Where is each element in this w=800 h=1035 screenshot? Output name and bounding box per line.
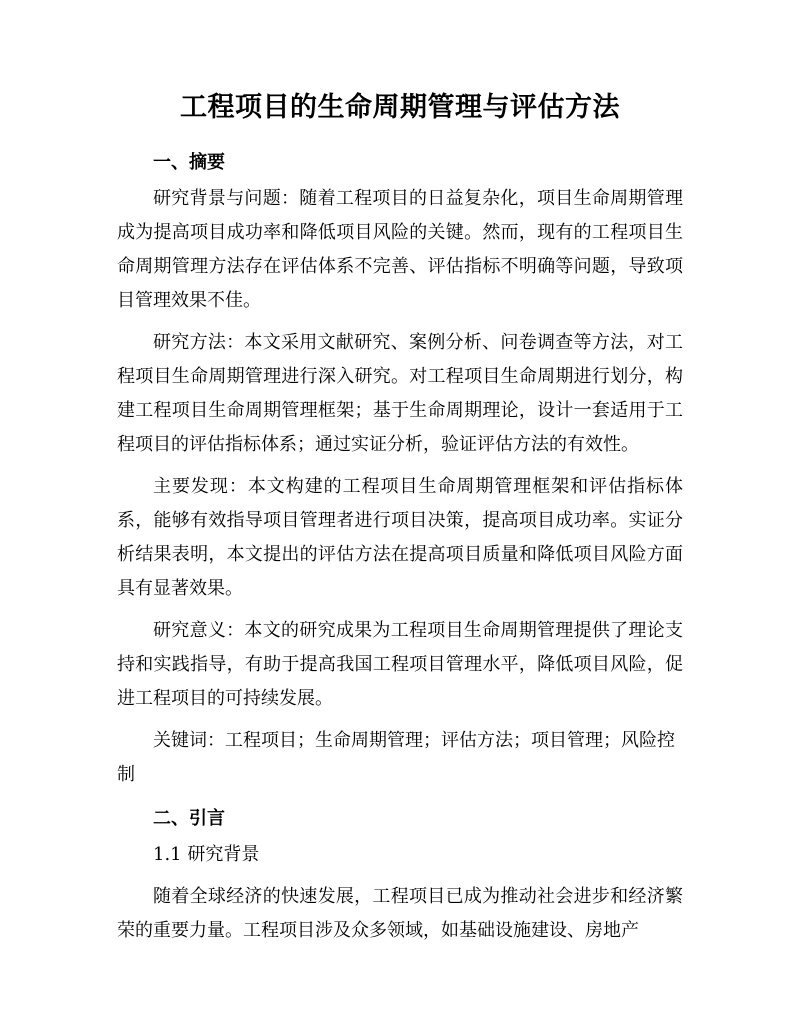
document-body — [117, 144, 683, 956]
introduction-paragraph: 随着全球经济的快速发展，工程项目已成为推动社会进步和经济繁荣的重要力量。工程项目涉及众多领域，如基础设施建设、房地产 — [117, 886, 683, 941]
keywords-line: 关键词：工程项目；生命周期管理；评估方法；项目管理；风险控制 — [117, 730, 675, 785]
abstract-paragraph-method: 研究方法：本文采用文献研究、案例分析、问卷调查等方法，对工程项目生命周期管理进行深入研究。对工程项目生命周期进行划分，构建工程项目生命周期管理框架；基于生命周期理论，设计一套适用于工程项目的评估指标体系；通过实证分析，验证评估方法的有效性。 — [117, 332, 683, 455]
abstract-paragraph-background: 研究背景与问题：随着工程项目的日益复杂化，项目生命周期管理成为提高项目成功率和降低项目风险的关键。然而，现有的工程项目生命周期管理方法存在评估体系不完善、评估指标不明确等问题，导致项目管理效果不佳。 — [117, 188, 683, 311]
abstract-paragraph-findings: 主要发现：本文构建的工程项目生命周期管理框架和评估指标体系，能够有效指导项目管理者进行项目决策，提高项目成功率。实证分析结果表明，本文提出的评估方法在提高项目质量和降低项目风险方面具有显著效果。 — [117, 476, 683, 599]
introduction-heading: 二、引言 — [153, 808, 225, 829]
subsection-title: 1.1 研究背景 — [153, 844, 260, 865]
document-title: 工程项目的生命周期管理与评估方法 — [180, 92, 620, 123]
abstract-paragraph-significance: 研究意义：本文的研究成果为工程项目生命周期管理提供了理论支持和实践指导，有助于提高我国工程项目管理水平，降低项目风险，促进工程项目的可持续发展。 — [117, 620, 683, 709]
abstract-heading: 一、摘要 — [153, 152, 225, 173]
